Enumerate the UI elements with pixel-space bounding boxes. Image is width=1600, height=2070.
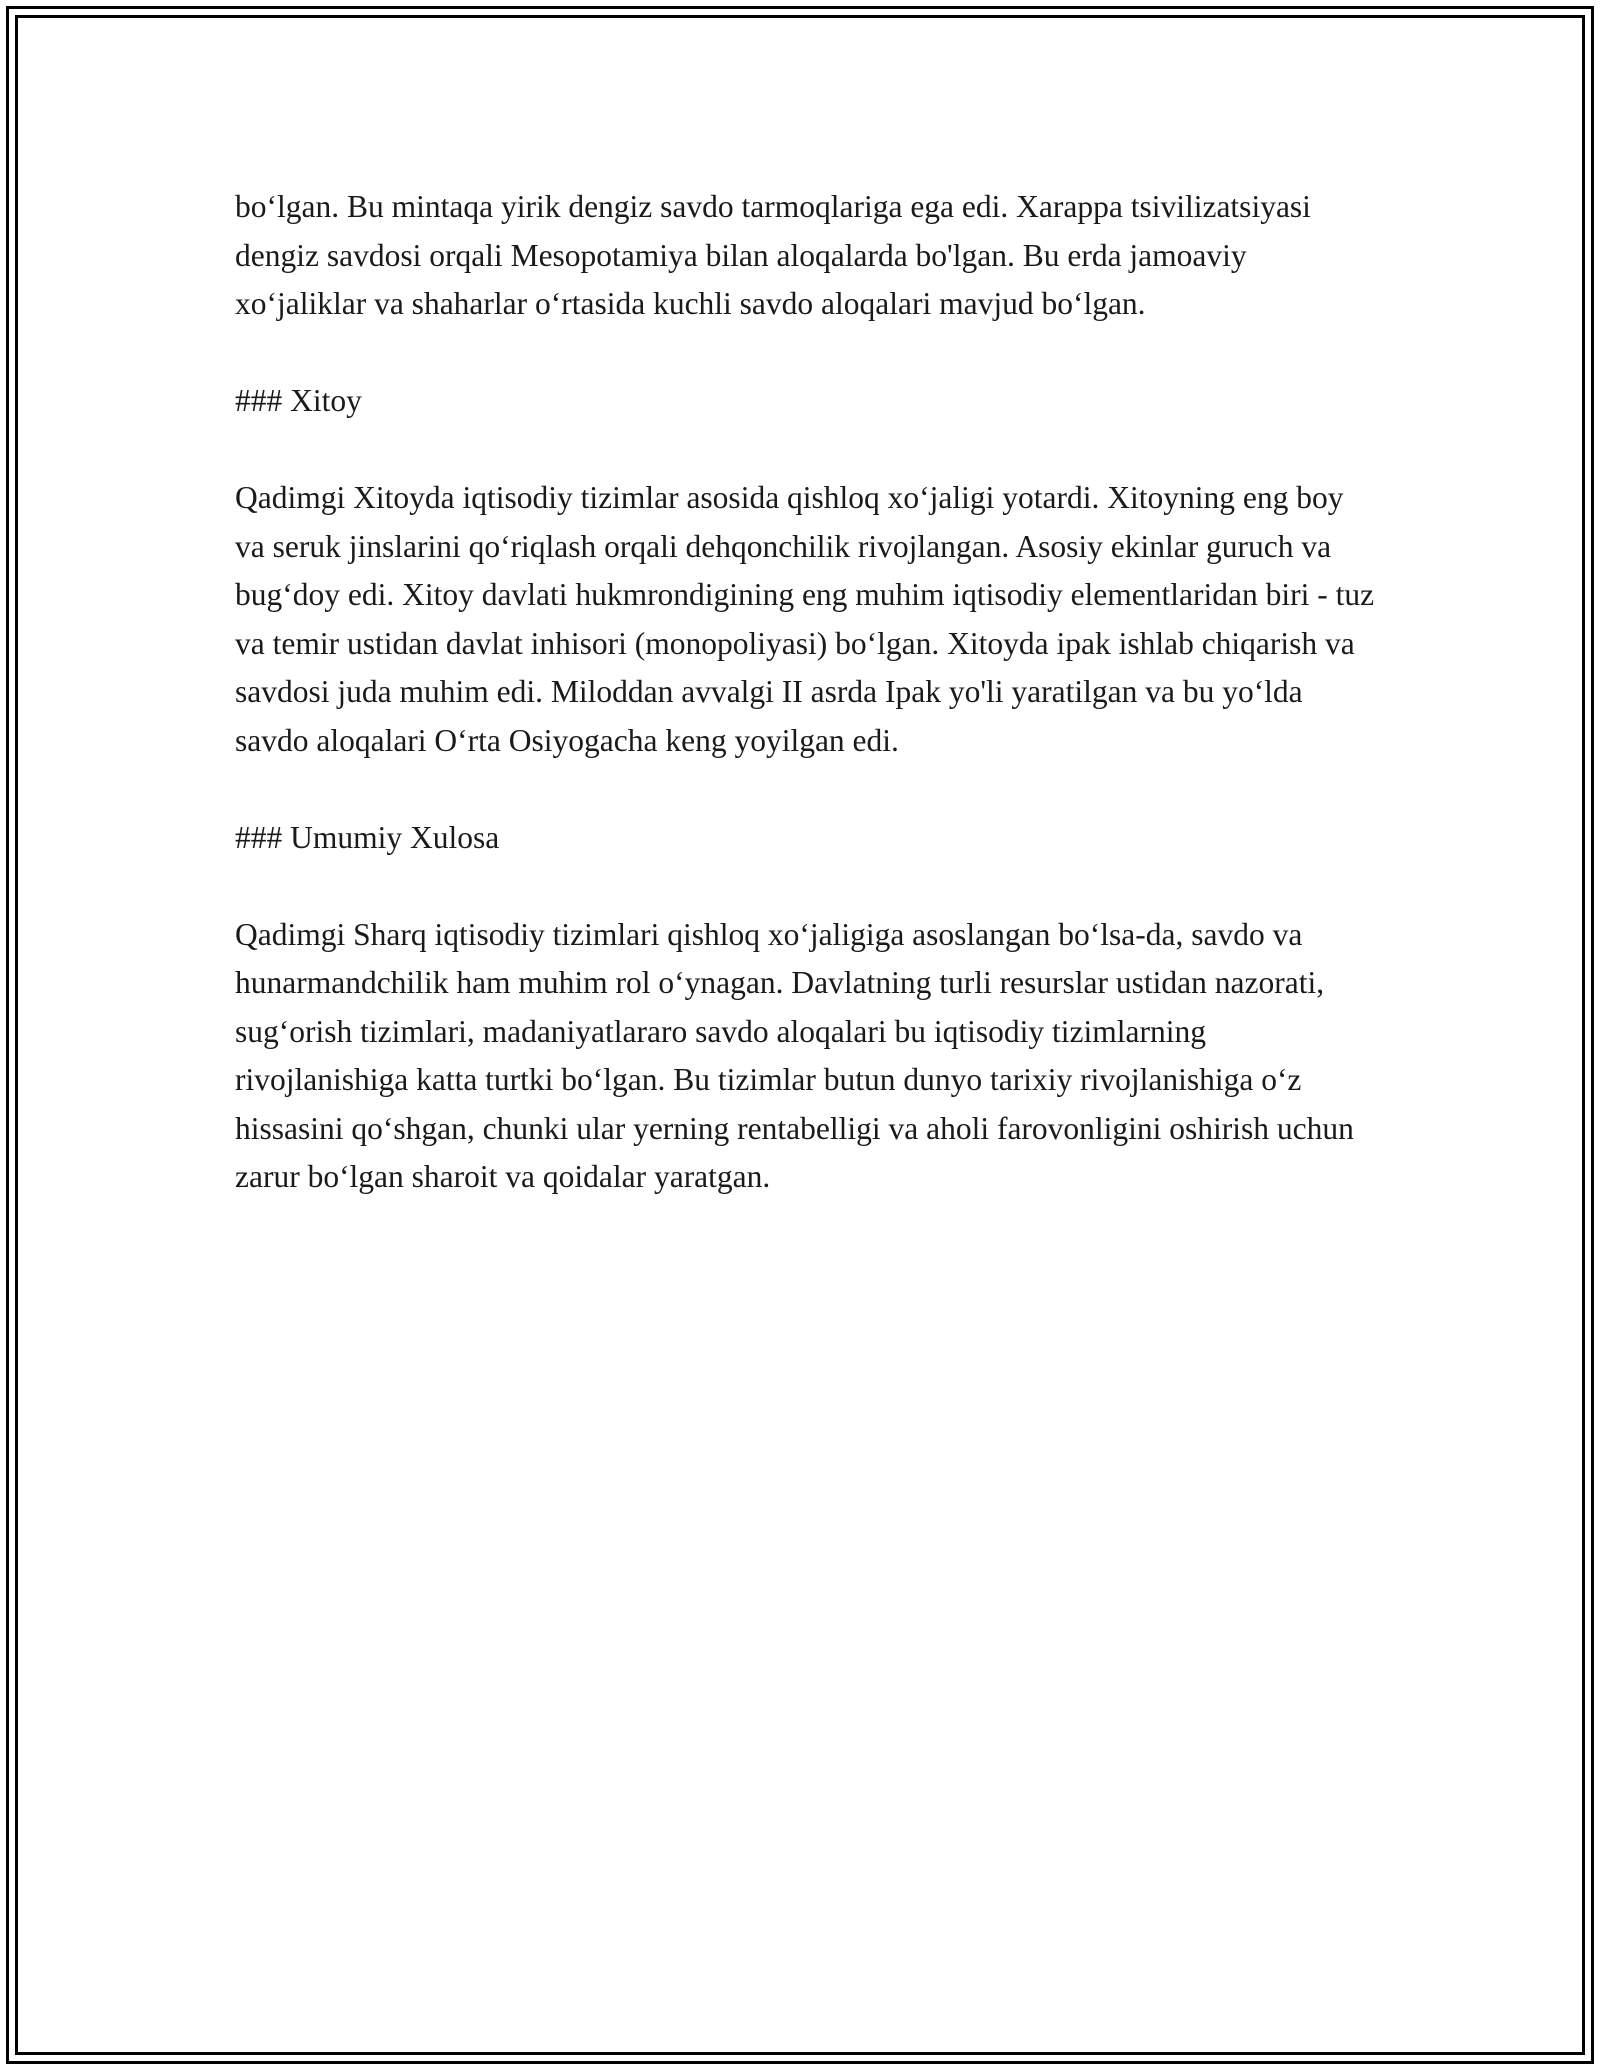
paragraph-harappa-trade: bo‘lgan. Bu mintaqa yirik dengiz savdo tarmoqlariga ega edi. Xarappa tsivilizatsiyasi dengiz savdosi orqali Mesopotamiya bilan aloqalarda bo'lgan. Bu erda jamoaviy xo‘jaliklar va shaharlar o‘rtasida kuchli savdo aloqalari mavjud bo‘lgan. — [235, 189, 1311, 321]
heading-umumiy-xulosa: ### Umumiy Xulosa — [235, 819, 500, 855]
paragraph-xitoy-economy: Qadimgi Xitoyda iqtisodiy tizimlar asosida qishloq xo‘jaligi yotardi. Xitoyning eng boy va seruk jinslarini qo‘riqlash orqali dehqonchilik rivojlangan. Asosiy ekinlar guruch va bug‘doy edi. Xitoy davlati hukmrondigining eng muhim iqtisodiy elementlaridan biri - tuz va temir ustidan davlat inhisori (monopoliyasi) bo‘lgan. Xitoyda ipak ishlab chiqarish va savdosi juda muhim edi. Miloddan avvalgi II asrda Ipak yo'li yaratilgan va bu yo‘lda savdo aloqalari O‘rta Osiyogacha keng yoyilgan edi. — [235, 480, 1375, 758]
paragraph-conclusion: Qadimgi Sharq iqtisodiy tizimlari qishloq xo‘jaligiga asoslangan bo‘lsa-da, savdo va hunarmandchilik ham muhim rol o‘ynagan. Davlatning turli resurslar ustidan nazorati, sug‘orish tizimlari, madaniyatlararo savdo aloqalari bu iqtisodiy tizimlarning rivojlanishiga katta turtki bo‘lgan. Bu tizimlar butun dunyo tarixiy rivojlanishiga o‘z hissasini qo‘shgan, chunki ular yerning rentabelligi va aholi farovonligini oshirish uchun zarur bo‘lgan sharoit va qoidalar yaratgan. — [235, 916, 1354, 1194]
heading-xitoy: ### Xitoy — [235, 383, 362, 418]
document-body — [235, 183, 1375, 1250]
